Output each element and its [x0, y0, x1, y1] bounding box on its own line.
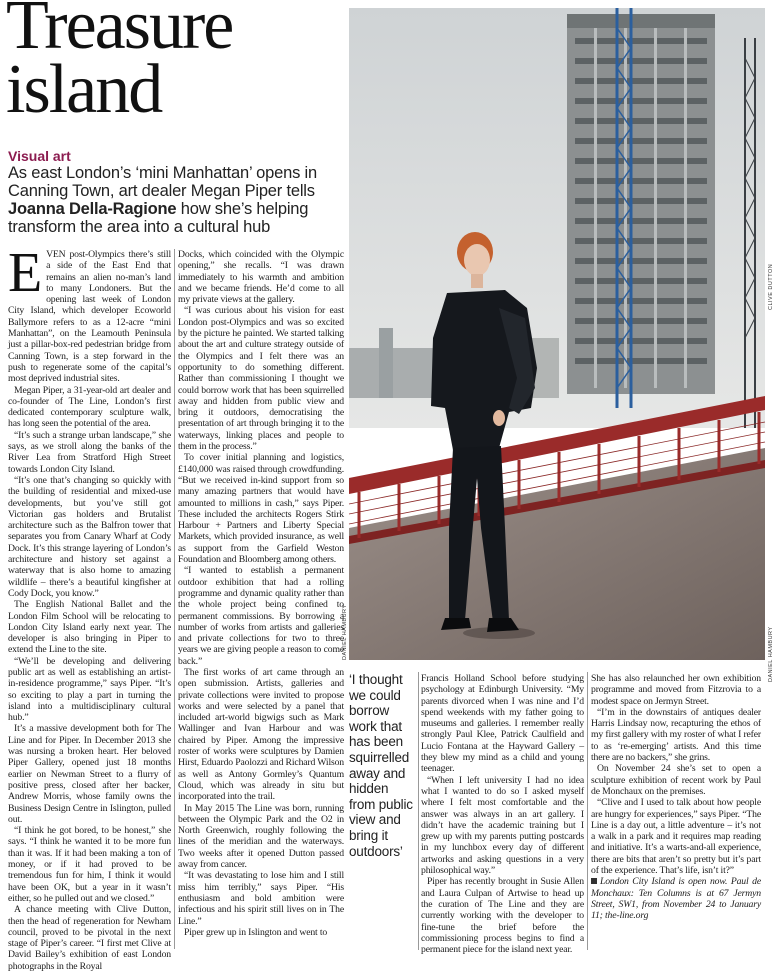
paragraph: “It’s such a strange urban landscape,” she says, as we stroll along the banks of the River Lea from Stratford High Street towards London City Island.: [8, 429, 171, 475]
paragraph: “We’ll be developing and delivering public art as well as establishing an artist-in-residence programme,” says Piper. “It’s so exciting to play a part in turning the island into a multidisciplinary cultural hub.”: [8, 655, 171, 724]
portrait-photo: [349, 8, 765, 660]
paragraph: “Clive and I used to talk about how people are hungry for experiences,” says Piper. “The Line is a day out, a little adventure – it’s not a walk in a park and it requires map reading and initiative. It’s a warts-and-all experience, there are bits that aren’t so pretty but it’s part of the experience. That’s life, isn’t it?”: [591, 797, 761, 877]
paragraph: The English National Ballet and the London Film School will be relocating to London City Island early next year. The developer is also bringing in Piper to extend the Line to the site.: [8, 599, 171, 656]
listing-info: London City Island is open now. Paul de Monchaux: Ten Columns is at 67 Jermyn Street, SW1, from November 24 to January 11; the-line.org: [591, 876, 761, 922]
photo-credit-right: DANIEL HAMBURY: [768, 626, 774, 682]
square-bullet-icon: [591, 878, 597, 884]
headline: Treasure island: [6, 0, 233, 128]
paragraph: In May 2015 The Line was born, running between the Olympic Park and the O2 in North Greenwich, roughly following the lines of the meridian and the waterways. Two weeks after it opened Dutton passed away from cancer.: [178, 802, 344, 871]
standfirst-text-1: As east London’s ‘mini Manhattan’ opens in Canning Town, art dealer Megan Piper tells: [8, 164, 317, 200]
paragraph: “I think he got bored, to be honest,” she says. “I think he wanted it to be more fun than it was. If it had been making a ton of money, or if it had proved to be tremendous fun for him, I think it would have been OK, but a year in it wasn’t either, so he pulled out and we closed.”: [8, 825, 171, 904]
paragraph: It’s a massive development both for The Line and for Piper. In December 2013 she was nursing a broken heart. Her beloved Piper Gallery, opened just 18 months earlier on Newman Street to a flurry of positive press, closed after her backer, Andrew Morris, whose family owns the Business Design Centre in Islington, pulled out.: [8, 723, 171, 825]
pull-quote: ‘I thought we could borrow work that has been squirrelled away and hidden from public view and bring it outdoors’: [349, 672, 413, 859]
column-rule: [418, 672, 419, 950]
paragraph: Piper grew up in Islington and went to: [184, 926, 328, 938]
standfirst: [8, 164, 348, 236]
paragraph: “I was curious about his vision for east London post-Olympics and was so excited by the picture he painted. We started talking about the art and culture strategy outside of the Olympics and I felt there was an opportunity to do something different. Rather than commissioning I thought we could borrow work that has been squirrelled away and hidden from public view and bring it outdoors, democratising the presentation of art through bringing it to the waterways, linking places and people to them in the process.”: [178, 305, 344, 453]
paragraph: “It’s one that’s changing so quickly with the building of residential and mixed-use developments, but you’ve still got Victorian gas holders and Brutalist architecture such as the Balfron tower that separates you from Canary Wharf at Cody Dock. It’s this strange layering of London’s architecture and history set against a waterway that is also home to amazing wildlife – there’s a beautiful kingfisher at Cody Dock, you know.”: [8, 474, 171, 599]
paragraph: “I wanted to establish a permanent outdoor exhibition that had a rolling programme and dynamic quality rather than the whole project being confined to permanent commissions. By borrowing a number of works from artists and galleries and private collections for two to three years we are giving people a reason to come back.”: [178, 565, 344, 667]
body-column-4: [591, 673, 761, 922]
drop-cap: E: [8, 242, 43, 304]
section-kicker: Visual art: [8, 148, 71, 164]
column-rule: [587, 672, 588, 950]
paragraph: “I’m in the downstairs of antiques dealer Harris Lindsay now, recapturing the ethos of my first gallery with my roster of what I refer to as ‘re-emerging’ artists. And this time there are no backers,” she grins.: [591, 706, 761, 764]
paragraph: To cover initial planning and logistics, £140,000 was raised through crowdfunding. “But we received in-kind support from so many amazing partners that would have amounted to millions in cash,” says Piper. These included the architects Rogers Stirk Harbour + Partners and Liberty Special Markets, which provided insurance, as well as support from the Garfield Weston Foundation and Bloomberg among others.: [178, 452, 344, 566]
photo-credit-left: DANIEL HAMBURY: [342, 604, 348, 660]
paragraph: Docks, which coincided with the Olympic opening,” she recalls. “I was drawn immediately to his warmth and ambition and we became friends. He’d come to all my private views at the gallery.: [178, 249, 344, 306]
paragraph: Piper has recently brought in Susie Allen and Laura Culpan of Artwise to head up the curation of The Line and they are currently working with the developer to fine-tune the brief before the commissioning process begins to find a permanent piece for the island next year.: [421, 876, 584, 956]
column-rule: [174, 249, 175, 949]
paragraph: A chance meeting with Clive Dutton, then the head of regeneration for Newham council, proved to be pivotal in the next stage of Piper’s career. “I first met Clive at David Bailey’s exhibition of east London photographs in the Royal: [8, 904, 171, 972]
paragraph: The first works of art came through an open submission. Artists, galleries and private collections were invited to propose works and were selected by a panel that included art-world bigwigs such as Mark Wallinger and Ivan Harbour and was chaired by Piper. Among the impressive roster of works were sculptures by Damien Hirst, Eduardo Paolozzi and Richard Wilson as well as Antony Gormley’s Quantum Cloud, which was already in situ but incorporated into the trail.: [178, 666, 344, 803]
paragraph: “When I left university I had no idea what I wanted to do so I asked myself where I felt most comfortable and the answer was always in an art gallery. I didn’t have the academic training but I grew up with my parents putting postcards in my lunchbox every day of different artworks and asking questions in a very philosophical way.”: [421, 774, 584, 877]
paragraph: Francis Holland School before studying psychology at Edinburgh University. “My parents divorced when I was nine and I’d spend weekends with my father going to museums and galleries. I remember really strongly Paul Klee, Patrick Caulfield and Lucio Fontana at the Hayward Gallery – they blew my mind as a child and young teenager.: [421, 673, 584, 775]
paragraph: On November 24 she’s set to open a sculpture exhibition of recent work by Paul de Monchaux on the premises.: [591, 763, 761, 797]
tower-building: [567, 14, 715, 394]
body-column-2: [178, 249, 344, 938]
photo-credit-top: CLIVE DUTTON: [768, 263, 774, 310]
body-column-1: [8, 242, 171, 972]
byline: Joanna Della-Ragione: [8, 200, 177, 218]
body-column-3: [421, 673, 584, 955]
paragraph: Megan Piper, a 31-year-old art dealer and co-founder of The Line, London’s first dedicated contemporary sculpture walk, has long seen the potential of the area.: [8, 384, 171, 430]
standfirst-text-2: how she’s helping transform the area into a cultural hub: [8, 200, 309, 236]
paragraph: She has also relaunched her own exhibition programme and moved from Fitzrovia to a modest space on Jermyn Street.: [591, 673, 761, 707]
lead-paragraph: EVEN post-Olympics there’s still a side of the East End that remains an alien no-man’s land to many Londoners. But the opening last week of London City Island, which developer Ecoworld Ballymore refers to as a 12-acre “mini Manhattan”, on the Leamouth Peninsula just a pillar-box-red pedestrian bridge from Canning Town, is a step forward in the push to regenerate some of the capital’s most deprived industrial sites.: [8, 242, 171, 385]
paragraph: “It was devastating to lose him and I still miss him terribly,” says Piper. “His enthusiasm and bold ambition were infectious and his spirit still lives on in The Line.”: [178, 870, 344, 927]
